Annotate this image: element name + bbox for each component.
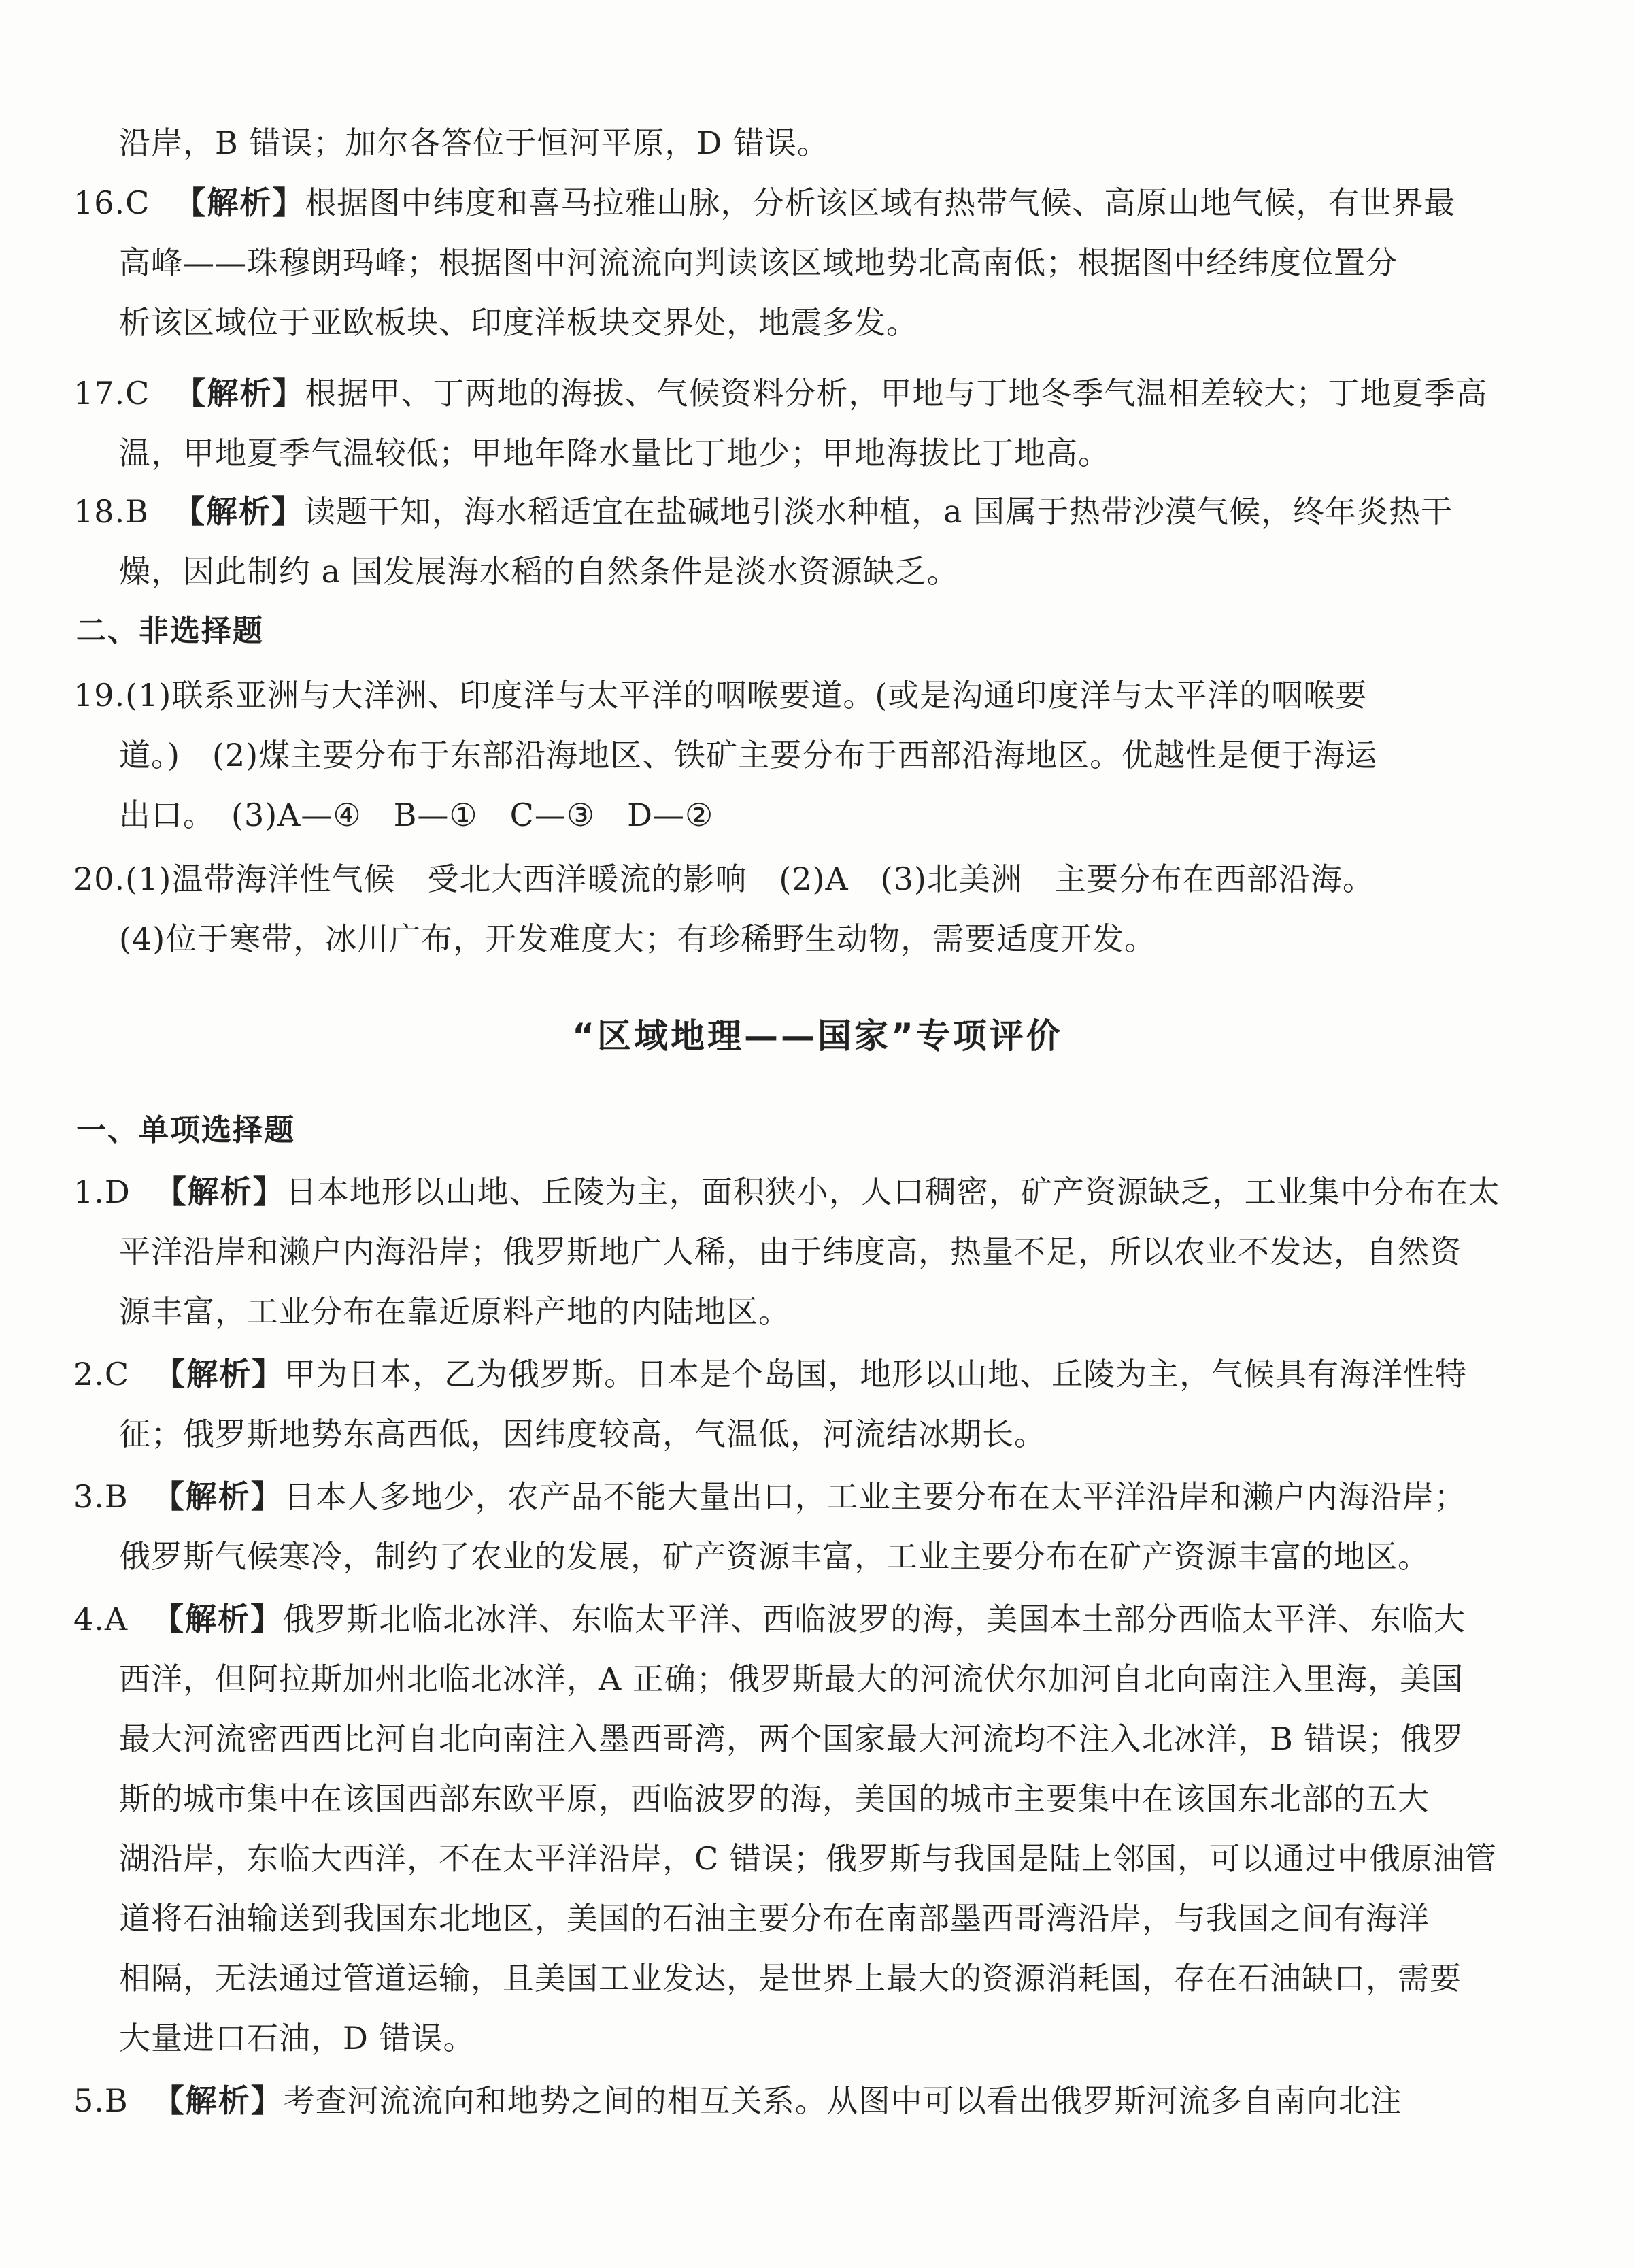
question-number: 1.D bbox=[73, 1173, 131, 1210]
paragraph-line: 温，甲地夏季气温较低；甲地年降水量比丁地少；甲地海拔比丁地高。 bbox=[119, 435, 1110, 471]
paragraph-line: (4)位于寒带，冰川广布，开发难度大；有珍稀野生动物，需要适度开发。 bbox=[119, 920, 1157, 957]
section-title: 一、单项选择题 bbox=[76, 1113, 295, 1148]
paragraph-line: 湖沿岸，东临大西洋，不在太平洋沿岸，C 错误；俄罗斯与我国是陆上邻国，可以通过中俄原油管 bbox=[119, 1840, 1497, 1877]
paragraph-line: 燥，因此制约 a 国发展海水稻的自然条件是淡水资源缺乏。 bbox=[119, 553, 959, 590]
answer-4 bbox=[73, 1599, 1466, 1639]
paragraph-line: 根据图中纬度和喜马拉雅山脉，分析该区域有热带气候、高原山地气候，有世界最 bbox=[305, 184, 1456, 221]
answer-5 bbox=[73, 2080, 1402, 2121]
paragraph-line: 日本人多地少，农产品不能大量出口，工业主要分布在太平洋沿岸和濑户内海沿岸； bbox=[283, 1478, 1466, 1515]
paragraph-line: 俄罗斯气候寒冷，制约了农业的发展，矿产资源丰富，工业主要分布在矿产资源丰富的地区。 bbox=[119, 1538, 1430, 1575]
paragraph-line: 道将石油输送到我国东北地区，美国的石油主要分布在南部墨西哥湾沿岸，与我国之间有海洋 bbox=[119, 1900, 1430, 1937]
section-heading: “区域地理——国家”专项评价 bbox=[572, 1016, 1063, 1056]
paragraph-line: 征；俄罗斯地势东高西低，因纬度较高，气温低，河流结冰期长。 bbox=[119, 1416, 1046, 1452]
analysis-tag: 【解析】 bbox=[152, 1601, 284, 1637]
analysis-tag: 【解析】 bbox=[174, 184, 305, 221]
paragraph-line: 读题干知，海水稻适宜在盐碱地引淡水种植，a 国属于热带沙漠气候，终年炎热干 bbox=[303, 493, 1453, 530]
answer-18 bbox=[73, 491, 1453, 532]
paragraph-line: 俄罗斯北临北冰洋、东临太平洋、西临波罗的海，美国本土部分西临太平洋、东临大 bbox=[283, 1601, 1466, 1637]
paragraph-line: 考查河流流向和地势之间的相互关系。从图中可以看出俄罗斯河流多自南向北注 bbox=[283, 2082, 1402, 2119]
answer-17 bbox=[73, 373, 1487, 414]
question-number: 5.B bbox=[73, 2082, 129, 2119]
answer-1 bbox=[73, 1171, 1500, 1212]
paragraph-line: 源丰富，工业分布在靠近原料产地的内陆地区。 bbox=[119, 1293, 790, 1330]
answer-3 bbox=[73, 1476, 1466, 1517]
question-number: 17.C bbox=[73, 375, 150, 412]
analysis-tag: 【解析】 bbox=[154, 1173, 286, 1210]
paragraph-line: 斯的城市集中在该国西部东欧平原，西临波罗的海，美国的城市主要集中在该国东北部的五大 bbox=[119, 1780, 1430, 1817]
paragraph-line: 相隔，无法通过管道运输，且美国工业发达，是世界上最大的资源消耗国，存在石油缺口，需要 bbox=[119, 1960, 1462, 1997]
section-title: 二、非选择题 bbox=[76, 614, 264, 648]
analysis-tag: 【解析】 bbox=[154, 1356, 285, 1393]
paragraph-line: 析该区域位于亚欧板块、印度洋板块交界处，地震多发。 bbox=[119, 304, 918, 341]
paragraph-line: 平洋沿岸和濑户内海沿岸；俄罗斯地广人稀，由于纬度高，热量不足，所以农业不发达，自然资 bbox=[119, 1233, 1462, 1270]
paragraph-line: 出口。 (3)A—④ B—① C—③ D—② bbox=[119, 797, 714, 833]
paragraph-line: 高峰——珠穆朗玛峰；根据图中河流流向判读该区域地势北高南低；根据图中经纬度位置分 bbox=[119, 244, 1398, 281]
paragraph-line: 甲为日本，乙为俄罗斯。日本是个岛国，地形以山地、丘陵为主，气候具有海洋性特 bbox=[284, 1356, 1468, 1393]
answer-2 bbox=[73, 1354, 1467, 1395]
analysis-tag: 【解析】 bbox=[152, 2082, 284, 2119]
paragraph-line: 大量进口石油，D 错误。 bbox=[119, 2020, 475, 2056]
question-number: 16.C bbox=[73, 184, 150, 221]
answer-16 bbox=[73, 182, 1455, 223]
answer-20: 20.(1)温带海洋性气候 受北大西洋暖流的影响 (2)A (3)北美洲 主要分布在西部沿海。 bbox=[73, 861, 1375, 897]
question-number: 2.C bbox=[73, 1356, 130, 1393]
question-number: 3.B bbox=[73, 1478, 129, 1515]
question-number: 18.B bbox=[73, 493, 149, 530]
analysis-tag: 【解析】 bbox=[173, 493, 304, 530]
paragraph-line: 根据甲、丁两地的海拔、气候资料分析，甲地与丁地冬季气温相差较大；丁地夏季高 bbox=[305, 375, 1488, 412]
answer-19: 19.(1)联系亚洲与大洋洲、印度洋与太平洋的咽喉要道。(或是沟通印度洋与太平洋的咽喉要 bbox=[73, 677, 1368, 714]
question-number: 4.A bbox=[73, 1601, 129, 1637]
paragraph-line: 沿岸，B 错误；加尔各答位于恒河平原，D 错误。 bbox=[119, 124, 829, 161]
paragraph-line: 日本地形以山地、丘陵为主，面积狭小，人口稠密，矿产资源缺乏，工业集中分布在太 bbox=[285, 1173, 1500, 1210]
paragraph-line: 最大河流密西西比河自北向南注入墨西哥湾，两个国家最大河流均不注入北冰洋，B 错误；俄罗 bbox=[119, 1720, 1464, 1757]
analysis-tag: 【解析】 bbox=[152, 1478, 284, 1515]
analysis-tag: 【解析】 bbox=[174, 375, 305, 412]
paragraph-line: 西洋，但阿拉斯加州北临北冰洋，A 正确；俄罗斯最大的河流伏尔加河自北向南注入里海，美国 bbox=[119, 1661, 1464, 1697]
paragraph-line: 道。) (2)煤主要分布于东部沿海地区、铁矿主要分布于西部沿海地区。优越性是便于海运 bbox=[119, 737, 1378, 773]
